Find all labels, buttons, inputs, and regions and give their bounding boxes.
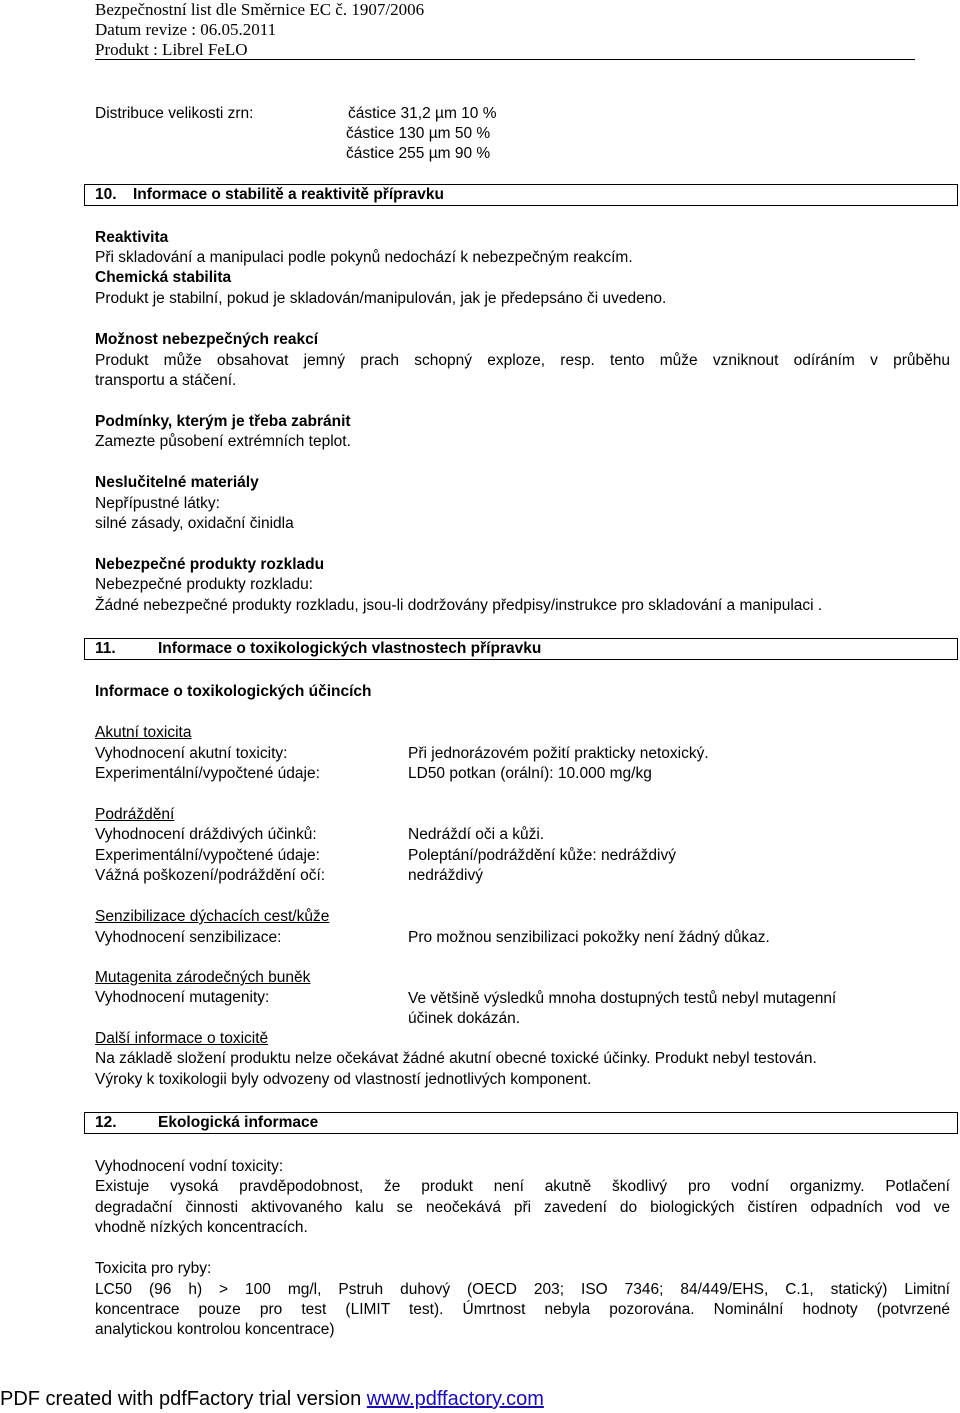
- conditions-to-avoid-text: Zamezte působení extrémních teplot.: [95, 433, 351, 450]
- decomposition-products-heading: Nebezpečné produkty rozkladu: [95, 556, 325, 573]
- section-10-number: 10.: [95, 186, 117, 203]
- stability-text: Produkt je stabilní, pokud je skladován/manipulován, jak je předepsáno či uvedeno.: [95, 290, 667, 307]
- hazardous-reactions-heading: Možnost nebezpečných reakcí: [95, 331, 319, 348]
- acute-toxicity-value-2: LD50 potkan (orální): 10.000 mg/kg: [408, 765, 652, 782]
- water-toxicity-heading: Vyhodnocení vodní toxicity:: [95, 1158, 284, 1175]
- fish-toxicity-text-2: koncentrace pouze pro test (LIMIT test). Úmrtnost nebyla pozorována. Nominální hodnoty (potvrzené: [95, 1301, 950, 1318]
- sensitisation-heading: Senzibilizace dýchacích cest/kůže: [95, 908, 330, 925]
- incompatible-materials-text-2: silné zásady, oxidační činidla: [95, 515, 294, 532]
- irritation-label-3: Vážná poškození/podráždění očí:: [95, 867, 326, 884]
- fish-toxicity-heading: Toxicita pro ryby:: [95, 1260, 212, 1277]
- fish-toxicity-text-1: LC50 (96 h) > 100 mg/l, Pstruh duhový (OECD 203; ISO 7346; 84/449/EHS, C.1, statický) Limitní: [95, 1281, 950, 1298]
- sensitisation-label-1: Vyhodnocení senzibilizace:: [95, 929, 282, 946]
- mutagenicity-label-1: Vyhodnocení mutagenity:: [95, 989, 270, 1006]
- tox-effects-subtitle: Informace o toxikologických účincích: [95, 683, 372, 700]
- section-12-title: Ekologická informace: [158, 1114, 319, 1131]
- header-divider: [95, 59, 915, 60]
- mutagenicity-value-1a: Ve většině výsledků mnoha dostupných testů nebyl mutagenní: [408, 990, 837, 1007]
- decomposition-products-text-1: Nebezpečné produkty rozkladu:: [95, 576, 313, 593]
- footer-text: PDF created with pdfFactory trial version: [0, 1388, 367, 1410]
- grain-value-2: částice 130 µm 50 %: [346, 125, 491, 142]
- irritation-label-1: Vyhodnocení dráždivých účinků:: [95, 826, 317, 843]
- hazardous-reactions-text-1: Produkt může obsahovat jemný prach schopný exploze, resp. tento může vzniknout odíráním v průběhu: [95, 352, 950, 369]
- section-10-title: Informace o stabilitě a reaktivitě přípravku: [133, 186, 444, 203]
- header-product: Produkt : Librel FeLO: [95, 40, 248, 59]
- stability-heading: Chemická stabilita: [95, 269, 232, 286]
- acute-toxicity-heading: Akutní toxicita: [95, 724, 192, 741]
- other-toxicity-heading: Další informace o toxicitě: [95, 1030, 269, 1047]
- water-toxicity-text-1: Existuje vysoká pravděpodobnost, že produkt není akutně škodlivý pro vodní organizmy. Potlačení: [95, 1178, 950, 1195]
- section-10-header: [84, 184, 958, 206]
- acute-toxicity-value-1: Při jednorázovém požití prakticky netoxický.: [408, 745, 709, 762]
- other-toxicity-text-2: Výroky k toxikologii byly odvozeny od vlastností jednotlivých komponent.: [95, 1071, 592, 1088]
- grain-label: Distribuce velikosti zrn:: [95, 105, 254, 122]
- mutagenicity-heading: Mutagenita zárodečných buněk: [95, 969, 311, 986]
- section-11-title: Informace o toxikologických vlastnostech přípravku: [158, 640, 542, 657]
- water-toxicity-text-3: vhodně nízkých koncentracích.: [95, 1219, 308, 1236]
- conditions-to-avoid-heading: Podmínky, kterým je třeba zabránit: [95, 413, 351, 430]
- acute-toxicity-label-1: Vyhodnocení akutní toxicity:: [95, 745, 288, 762]
- section-12-header: [84, 1112, 958, 1134]
- irritation-value-2: Poleptání/podráždění kůže: nedráždivý: [408, 847, 676, 864]
- water-toxicity-text-2: degradační činnosti aktivovaného kalu se neočekává při zavedení do biologických čistíren odpadních vod ve: [95, 1199, 950, 1216]
- grain-value-1: částice 31,2 µm 10 %: [348, 105, 497, 122]
- irritation-value-1: Nedráždí oči a kůži.: [408, 826, 545, 843]
- sensitisation-value-1: Pro možnou senzibilizaci pokožky není žádný důkaz.: [408, 929, 770, 946]
- irritation-heading: Podráždění: [95, 806, 175, 823]
- other-toxicity-text-1: Na základě složení produktu nelze očekávat žádné akutní obecné toxické účinky. Produkt nebyl testován.: [95, 1050, 817, 1067]
- mutagenicity-value-1b: účinek dokázán.: [408, 1010, 521, 1027]
- decomposition-products-text-2: Žádné nebezpečné produkty rozkladu, jsou-li dodržovány předpisy/instrukce pro skladování a manipulaci .: [95, 597, 823, 614]
- section-12-number: 12.: [95, 1114, 117, 1131]
- irritation-label-2: Experimentální/vypočtené údaje:: [95, 847, 320, 864]
- pdf-footer: [0, 1387, 544, 1411]
- header-regulation: Bezpečnostní list dle Směrnice EC č. 1907/2006: [95, 0, 425, 19]
- reactivity-heading: Reaktivita: [95, 229, 169, 246]
- footer-link[interactable]: www.pdffactory.com: [366, 1388, 544, 1410]
- grain-value-3: částice 255 µm 90 %: [346, 145, 491, 162]
- incompatible-materials-text-1: Nepřípustné látky:: [95, 495, 220, 512]
- section-11-number: 11.: [95, 640, 116, 657]
- hazardous-reactions-text-2: transportu a stáčení.: [95, 372, 237, 389]
- incompatible-materials-heading: Neslučitelné materiály: [95, 474, 259, 491]
- section-11-header: [84, 638, 958, 660]
- fish-toxicity-text-3: analytickou kontrolou koncentrace): [95, 1321, 335, 1338]
- irritation-value-3: nedráždivý: [408, 867, 483, 884]
- acute-toxicity-label-2: Experimentální/vypočtené údaje:: [95, 765, 320, 782]
- reactivity-text: Při skladování a manipulaci podle pokynů nedochází k nebezpečným reakcím.: [95, 249, 633, 266]
- header-revision-date: Datum revize : 06.05.2011: [95, 20, 277, 39]
